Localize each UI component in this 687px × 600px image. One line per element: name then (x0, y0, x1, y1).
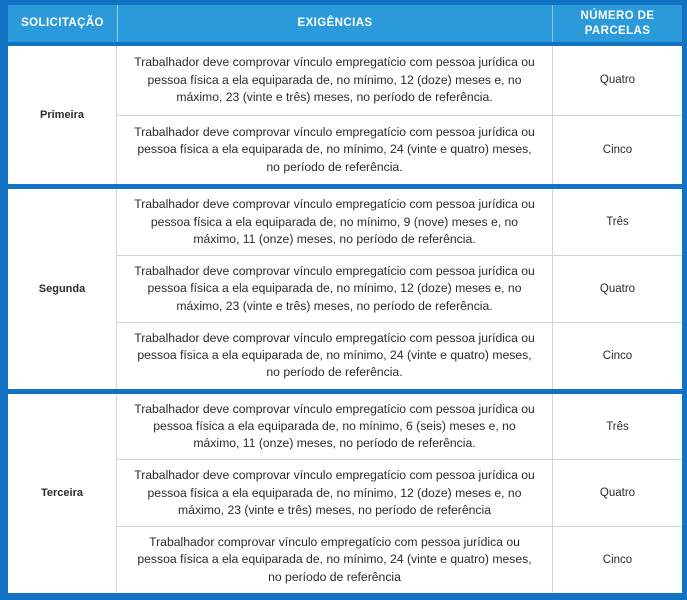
column-header-parcelas-text (581, 9, 655, 38)
exigencia-text: Trabalhador deve comprovar vínculo empregatício com pessoa jurídica ou pessoa física a ela equiparada de, no mínimo, 12 (doze) meses e, no máximo, 23 (vinte e três) meses, no período de referência (117, 460, 553, 526)
parcelas-value: Quatro (599, 74, 636, 87)
table-row (117, 323, 682, 389)
exigencia-text: Trabalhador deve comprovar vínculo empregatício com pessoa jurídica ou pessoa física a ela equiparada de, no mínimo, 24 (vinte e quatro) meses, no período de referência. (117, 323, 553, 389)
column-header-exigencias: EXIGÊNCIAS (117, 5, 553, 42)
exigencia-text: Trabalhador deve comprovar vínculo empregatício com pessoa jurídica ou pessoa física a ela equiparada de, no mínimo, 12 (doze) meses e, no máximo, 23 (vinte e três) meses, no período de referência. (117, 46, 553, 115)
solicitacao-label: Terceira (8, 394, 117, 593)
section-rows (117, 46, 682, 184)
table-row (117, 527, 682, 593)
table-header-row (8, 5, 682, 42)
table-section (8, 46, 682, 189)
table-row (117, 256, 682, 323)
solicitacao-label: Primeira (8, 46, 117, 184)
table-row (117, 116, 682, 185)
table-row (117, 394, 682, 461)
table-body (8, 46, 682, 593)
section-rows (117, 189, 682, 388)
solicitacao-label: Segunda (8, 189, 117, 388)
parcelas-value: Quatro (599, 487, 636, 500)
column-header-parcelas-line2: PARCELAS (584, 24, 651, 37)
exigencia-text: Trabalhador deve comprovar vínculo empregatício com pessoa jurídica ou pessoa física a ela equiparada de, no mínimo, 6 (seis) meses e, no máximo, 11 (onze) meses, no período de referência. (117, 394, 553, 460)
column-header-solicitacao: SOLICITAÇÃO (21, 17, 104, 30)
exigencia-text: Trabalhador deve comprovar vínculo empregatício com pessoa jurídica ou pessoa física a ela equiparada de, no mínimo, 9 (nove) meses e, no máximo, 11 (onze) meses, no período de referência. (117, 189, 553, 255)
column-header-parcelas (553, 5, 682, 42)
exigencia-text: Trabalhador deve comprovar vínculo empregatício com pessoa jurídica ou pessoa física a ela equiparada de, no mínimo, 12 (doze) meses e, no máximo, 23 (vinte e três) meses, no período de referência. (117, 256, 553, 322)
parcelas-value: Cinco (602, 349, 633, 362)
section-rows (117, 394, 682, 593)
parcelas-value: Três (606, 420, 629, 433)
table-section (8, 189, 682, 393)
table-row (117, 189, 682, 256)
table-row (117, 460, 682, 527)
parcelas-value: Cinco (602, 554, 633, 567)
table-row (117, 46, 682, 116)
table-section (8, 394, 682, 593)
parcelas-value: Cinco (602, 144, 633, 156)
exigencia-text: Trabalhador comprovar vínculo empregatício com pessoa jurídica ou pessoa física a ela equiparada de, no mínimo, 24 (vinte e quatro) meses, no período de referência (117, 527, 553, 593)
parcelas-value: Quatro (599, 283, 636, 296)
exigencia-text: Trabalhador deve comprovar vínculo empregatício com pessoa jurídica ou pessoa física a ela equiparada de, no mínimo, 24 (vinte e quatro) meses, no período de referência. (117, 116, 553, 185)
column-header-parcelas-line1: NÚMERO DE (580, 10, 655, 23)
parcelas-value: Três (606, 216, 629, 229)
